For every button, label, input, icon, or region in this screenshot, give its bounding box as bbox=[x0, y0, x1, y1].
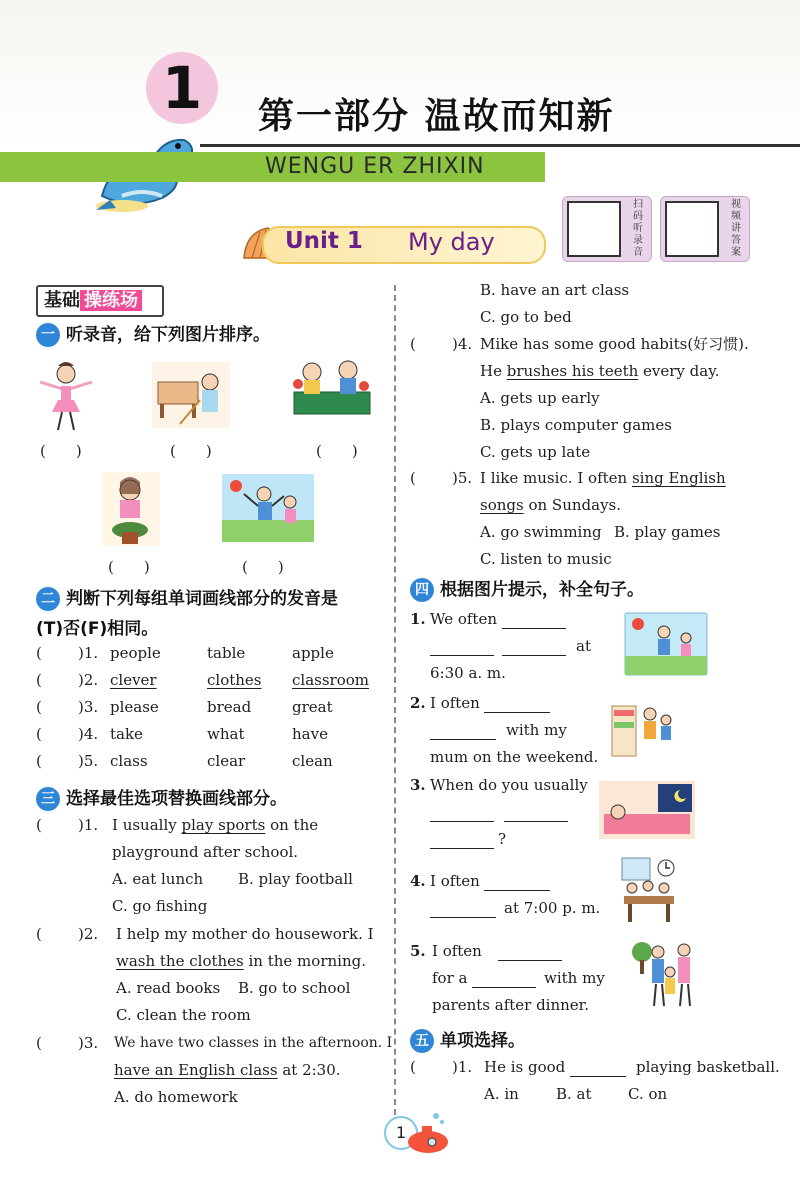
question-3-3: ( )3. We have two classes in the afternoon. I have an English class at 2:30. A. do homework bbox=[36, 1030, 392, 1111]
qr-card-video[interactable] bbox=[660, 196, 750, 262]
answer-blank[interactable] bbox=[472, 973, 536, 988]
unit-title: My day bbox=[408, 228, 495, 256]
answer-blank[interactable] bbox=[502, 641, 566, 656]
pinyin-subtitle: WENGU ER ZHIXIN bbox=[265, 154, 485, 179]
section-2-heading-line2: (T)否(F)相同。 bbox=[36, 619, 159, 639]
question-3-1: ( )1. I usually play sports on the playground after school. A. eat lunch B. play football C. go fishing bbox=[36, 812, 392, 920]
option-c: C. clean the room bbox=[116, 1006, 251, 1024]
option-c: C. go to bed bbox=[480, 308, 572, 326]
shopping-picture bbox=[610, 700, 676, 762]
answer-blank[interactable] bbox=[484, 698, 550, 713]
option-a: A. read books bbox=[116, 979, 221, 997]
answer-blank[interactable]: ( ) bbox=[170, 442, 212, 460]
question-3-2: ( )2. I help my mother do housework. I wash the clothes in the morning. A. read books B. go to school C. clean the room bbox=[36, 921, 392, 1029]
word-b: clothes bbox=[207, 671, 262, 689]
answer-blank[interactable] bbox=[430, 903, 496, 918]
part-title: 第一部分 温故而知新 bbox=[258, 96, 615, 137]
word-a: please bbox=[110, 698, 159, 716]
answer-blank[interactable]: ( ) bbox=[316, 442, 358, 460]
option-b: B. play football bbox=[238, 870, 353, 888]
answer-blank[interactable] bbox=[504, 807, 568, 822]
option-c: C. listen to music bbox=[480, 550, 612, 568]
question-5-1: ( )1. He is good playing basketball. A. in B. at C. on bbox=[410, 1054, 790, 1108]
doing-exercises-picture bbox=[220, 472, 316, 544]
answer-blank[interactable] bbox=[484, 876, 550, 891]
option-a: A. gets up early bbox=[480, 389, 600, 407]
word-b: what bbox=[207, 725, 245, 743]
family-walk-picture bbox=[632, 936, 694, 1010]
word-a: people bbox=[110, 644, 161, 662]
qr-audio-label: 扫 码 听 录 音 bbox=[633, 199, 643, 258]
title-rule bbox=[200, 144, 800, 147]
qr-video-label: 视 频 讲 答 案 bbox=[731, 199, 741, 258]
page-number: 1 bbox=[384, 1116, 418, 1150]
section-5-heading: 五 单项选择。 bbox=[410, 1026, 525, 1053]
word-b: table bbox=[207, 644, 246, 662]
question-3-3-continued bbox=[410, 277, 790, 331]
answer-blank[interactable] bbox=[502, 614, 566, 629]
option-a: A. go swimming bbox=[480, 523, 602, 541]
column-divider bbox=[394, 285, 396, 1115]
part-number-badge: 1 bbox=[146, 52, 218, 124]
answer-blank[interactable] bbox=[430, 641, 494, 656]
answer-blank[interactable] bbox=[498, 946, 562, 961]
answer-blank[interactable]: ( ) bbox=[40, 442, 82, 460]
option-a: A. eat lunch bbox=[112, 870, 204, 888]
section-3-heading: 三 选择最佳选项替换画线部分。 bbox=[36, 784, 287, 811]
answer-blank[interactable]: ( ) bbox=[108, 558, 150, 576]
morning-exercise-picture bbox=[624, 612, 708, 676]
section-2-heading: 二 判断下列每组单词画线部分的发音是 bbox=[36, 584, 338, 611]
sleeping-picture bbox=[598, 780, 696, 840]
question-3-4: ( )4. Mike has some good habits(好习惯). He brushes his teeth every day. A. gets up early B. plays computer games C. gets up late bbox=[410, 331, 790, 466]
word-a: take bbox=[110, 725, 143, 743]
option-a: A. in bbox=[484, 1085, 519, 1103]
question-4-3: 3. When do you usually ? bbox=[410, 776, 588, 848]
word-a: class bbox=[110, 752, 148, 770]
question-4-2: 2. I often with my mum on the weekend. bbox=[410, 694, 599, 766]
answer-blank[interactable] bbox=[430, 834, 494, 849]
question-4-1: 1. We often at 6:30 a. m. bbox=[410, 610, 591, 682]
sweeping-floor-picture bbox=[150, 360, 232, 430]
qr-code-icon[interactable] bbox=[665, 201, 719, 257]
option-c: C. gets up late bbox=[480, 443, 591, 461]
word-c: apple bbox=[292, 644, 334, 662]
ballet-girl-picture bbox=[36, 360, 96, 432]
option-c: C. on bbox=[628, 1085, 668, 1103]
submarine-icon bbox=[402, 1108, 450, 1158]
word-c: have bbox=[292, 725, 328, 743]
section-4-heading: 四 根据图片提示，补全句子。 bbox=[410, 575, 644, 602]
option-b: B. plays computer games bbox=[480, 416, 672, 434]
list-item: ( )4. take what have bbox=[36, 721, 386, 748]
qr-code-icon[interactable] bbox=[567, 201, 621, 257]
word-c: classroom bbox=[292, 671, 369, 689]
list-item: ( )3. please bread great bbox=[36, 694, 386, 721]
answer-blank[interactable] bbox=[430, 725, 496, 740]
option-a: A. do homework bbox=[114, 1088, 238, 1106]
option-c: C. go fishing bbox=[112, 897, 208, 915]
qr-card-audio[interactable] bbox=[562, 196, 652, 262]
table-tennis-picture bbox=[292, 356, 374, 426]
watering-plant-picture bbox=[100, 470, 162, 548]
basic-practice-tag: 基础 操练场 bbox=[36, 285, 164, 317]
question-4-5: 5. I often for a with my parents after dinner. bbox=[410, 942, 605, 1014]
answer-blank[interactable] bbox=[570, 1062, 626, 1077]
pronunciation-list bbox=[36, 640, 386, 775]
list-item: ( )1. people table apple bbox=[36, 640, 386, 667]
word-b: clear bbox=[207, 752, 246, 770]
list-item: ( )5. class clear clean bbox=[36, 748, 386, 775]
option-b: B. at bbox=[556, 1085, 592, 1103]
unit-label: Unit 1 bbox=[285, 228, 363, 254]
question-3-5: ( )5. I like music. I often sing English songs on Sundays. A. go swimming B. play games C. listen to music bbox=[410, 465, 790, 573]
option-b: B. go to school bbox=[238, 979, 351, 997]
family-dinner-picture bbox=[618, 856, 680, 926]
list-item: ( )2. clever clothes classroom bbox=[36, 667, 386, 694]
answer-blank[interactable] bbox=[430, 807, 494, 822]
word-b: bread bbox=[207, 698, 252, 716]
word-c: great bbox=[292, 698, 333, 716]
answer-blank[interactable]: ( ) bbox=[242, 558, 284, 576]
word-c: clean bbox=[292, 752, 333, 770]
word-a: clever bbox=[110, 671, 157, 689]
section-1-heading: 一 听录音，给下列图片排序。 bbox=[36, 320, 270, 347]
question-4-4: 4. I often at 7:00 p. m. bbox=[410, 872, 601, 917]
option-b: B. play games bbox=[614, 523, 721, 541]
option-b: B. have an art class bbox=[480, 281, 630, 299]
